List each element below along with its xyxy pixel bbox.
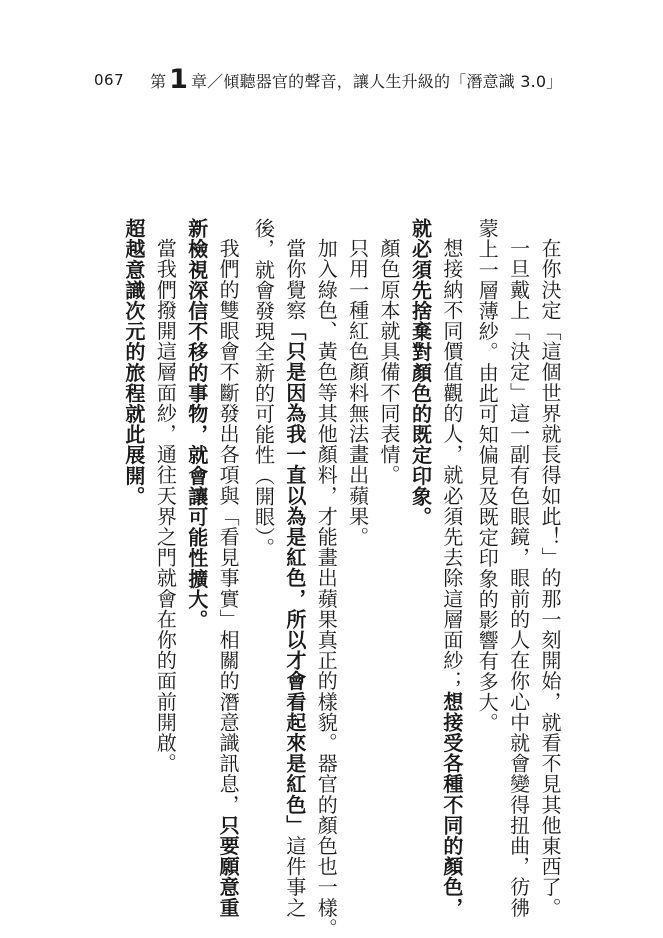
emphasis-text: 就必須先捨棄對顏色的既定印象。 [408, 218, 433, 527]
text-run: 我們的雙眼會不斷發出各項與「看見事實」相關的潛意識訊息， [216, 238, 241, 815]
vertical-text-body [95, 218, 565, 938]
text-column-10 [247, 218, 278, 838]
text-column-11 [212, 218, 243, 918]
text-column-2 [502, 218, 533, 918]
text-run: 顏色原本就具備不同表情。 [377, 238, 402, 486]
text-column-6 [373, 218, 404, 838]
text-run: 加入綠色、黃色等其他顏料，才能畫出蘋果真正的樣貌。器官的顏色也一樣。 [314, 238, 339, 938]
page-number: 067 [94, 71, 125, 89]
chapter-prefix: 第 [150, 71, 167, 91]
text-column-9 [278, 218, 309, 918]
text-run: 這件事之 [282, 835, 307, 918]
text-column-7 [341, 218, 372, 838]
text-column-3 [471, 218, 502, 838]
text-run: 在你決定「這個世界就長得如此！」的那一刻開始，就看不見其他東西了。 [538, 238, 562, 918]
text-run: 後，就會發現全新的可能性（開眼）。 [251, 218, 276, 559]
text-column-14 [118, 218, 149, 838]
emphasis-text: 只要願意重 [216, 814, 241, 918]
text-column-8 [310, 218, 341, 938]
text-column-12 [180, 218, 211, 838]
text-column-13 [149, 218, 180, 838]
running-header [94, 62, 574, 98]
emphasis-text: 新檢視深信不移的事物，就會讓可能性擴大。 [184, 218, 209, 630]
emphasis-text: 想接受各種不同的顏色， [439, 691, 464, 918]
text-column-5 [404, 218, 435, 838]
emphasis-text: 「只是因為我一直以為是紅色，所以才會看起來是紅色」 [282, 320, 307, 836]
text-column-4 [435, 218, 466, 918]
text-run: 想接納不同價值觀的人，就必須先去除這層面紗； [439, 238, 464, 692]
chapter-title: 章／傾聽器官的聲音，讓人生升級的「潛意識 3.0」 [190, 71, 563, 91]
emphasis-text: 超越意識次元的旅程就此展開。 [121, 218, 146, 507]
text-column-1 [534, 218, 565, 918]
text-run: 蒙上一層薄紗。由此可知偏見及既定印象的影響有多大。 [475, 218, 500, 733]
text-run: 當你覺察 [282, 238, 307, 321]
chapter-number: 1 [169, 63, 188, 95]
text-run: 只用一種紅色顏料無法畫出蘋果。 [345, 238, 370, 547]
text-run: 當我們撥開這層面紗，通往天界之門就會在你的面前開啟。 [153, 238, 178, 774]
text-run: 一旦戴上「決定」這一副有色眼鏡，眼前的人在你心中就會變得扭曲，彷彿 [506, 238, 531, 918]
